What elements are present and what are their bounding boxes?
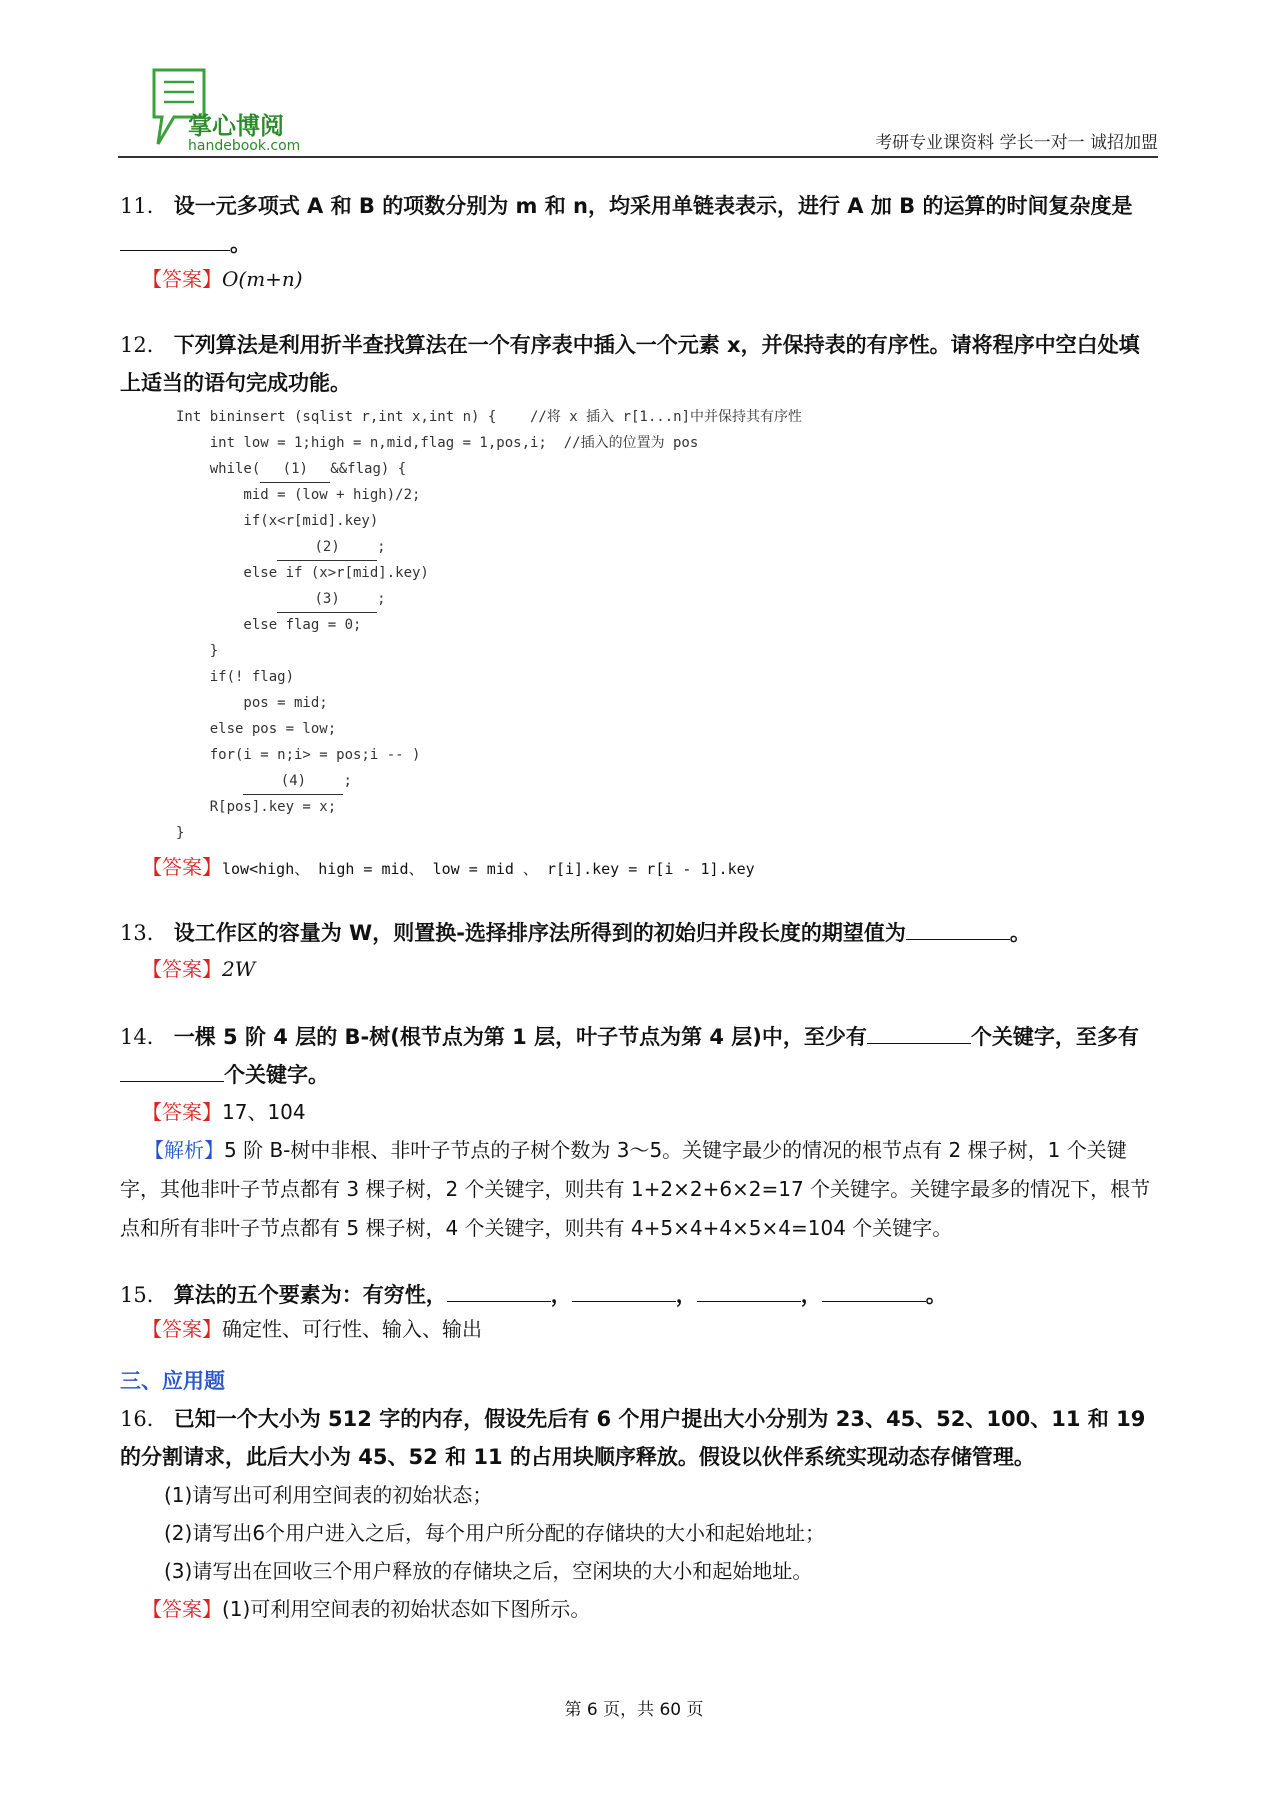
- section-heading: 三、应用题: [120, 1369, 225, 1393]
- question-text: 个关键字。: [224, 1063, 329, 1087]
- question-text: 算法的五个要素为：有穷性，: [173, 1283, 447, 1307]
- page-footer: 第 6 页，共 60 页: [564, 1700, 704, 1720]
- question-number: 14．: [120, 1025, 168, 1049]
- answer-11: [142, 264, 303, 294]
- code-blank-3: (3): [277, 586, 377, 613]
- logo: [136, 62, 386, 152]
- question-text: 设一元多项式 A 和 B 的项数分别为 m 和 n，均采用单链表表示，进行 A 加 B 的运算的时间复杂度是: [173, 194, 1133, 218]
- answer-value: 2W: [222, 957, 256, 981]
- answer-tag: 【答案】: [142, 1597, 222, 1621]
- logo-domain: handebook.com: [188, 138, 301, 154]
- answer-value: (1)可利用空间表的初始状态如下图所示。: [222, 1597, 591, 1621]
- code-line: if(! flag): [176, 669, 295, 685]
- answer-value: 17、104: [222, 1100, 306, 1124]
- code-line: else pos = low;: [176, 721, 337, 737]
- answer-blank: [120, 1061, 224, 1082]
- question-number: 13．: [120, 921, 168, 945]
- question-14: [120, 1018, 1160, 1094]
- question-text: 已知一个大小为 512 字的内存，假设先后有 6 个用户提出大小分别为 23、45、52、100、11 和 19 的分割请求，此后大小为 45、52 和 11 的占用块顺序释放。假设以伙伴系统实现动态存储管理。: [120, 1407, 1146, 1469]
- answer-tag: 【答案】: [142, 957, 222, 981]
- code-blank-1: (1): [260, 456, 330, 483]
- code-text: &&flag) {: [330, 461, 407, 477]
- code-line: (3) ;: [176, 586, 802, 612]
- question-number: 11．: [120, 194, 168, 218]
- answer-tag: 【答案】: [142, 1317, 222, 1341]
- question-tail: 。: [230, 232, 251, 256]
- answer-14: [142, 1097, 306, 1127]
- code-line: R[pos].key = x;: [176, 799, 337, 815]
- question-number: 16．: [120, 1407, 168, 1431]
- answer-blank: [906, 919, 1010, 940]
- question-tail: 。: [1009, 921, 1031, 945]
- answer-value: low<high、 high = mid、 low = mid 、 r[i].key = r[i - 1].key: [222, 860, 755, 878]
- answer-16: [142, 1594, 590, 1624]
- page-header: [118, 40, 1158, 158]
- question-text: 下列算法是利用折半查找算法在一个有序表中插入一个元素 x，并保持表的有序性。请将程序中空白处填上适当的语句完成功能。: [120, 333, 1140, 395]
- header-divider: [118, 156, 1158, 158]
- answer-tag: 【答案】: [142, 267, 222, 291]
- question-11: [120, 187, 1160, 263]
- code-line: int low = 1;high = n,mid,flag = 1,pos,i; //插入的位置为 pos: [176, 435, 699, 451]
- analysis-text: 5 阶 B-树中非根、非叶子节点的子树个数为 3～5。关键字最少的情况的根节点有 2 棵子树，1 个关键字，其他非叶子节点都有 3 棵子树，2 个关键字，则共有 1+2×2+6×2=17 个关键字。关键字最多的情况下，根节点和所有非叶子节点都有 5 棵子树，4 个关键字，则共有 4+5×4+4×5×4=104 个关键字。: [120, 1138, 1151, 1240]
- answer-blank: [867, 1023, 971, 1044]
- question-number: 15．: [120, 1283, 168, 1307]
- answer-blank: [822, 1281, 926, 1302]
- question-13: [120, 914, 1160, 952]
- code-line: }: [176, 643, 219, 659]
- code-line: }: [176, 825, 185, 841]
- answer-blank: [697, 1281, 801, 1302]
- answer-15: [142, 1314, 482, 1344]
- question-text: 一棵 5 阶 4 层的 B-树(根节点为第 1 层，叶子节点为第 4 层)中，至少有: [173, 1025, 867, 1049]
- code-line: (4) ;: [176, 768, 802, 794]
- separator: ，: [800, 1283, 822, 1307]
- code-line: pos = mid;: [176, 695, 328, 711]
- answer-blank: [447, 1281, 551, 1302]
- answer-12: [142, 852, 755, 884]
- analysis-tag: 【解析】: [144, 1138, 224, 1162]
- code-block: [176, 404, 802, 846]
- code-line: else flag = 0;: [176, 617, 362, 633]
- code-line: (2) ;: [176, 534, 802, 560]
- answer-blank: [120, 230, 230, 251]
- code-line: else if (x>r[mid].key): [176, 565, 429, 581]
- logo-text: 掌心博阅: [188, 112, 284, 140]
- subquestion-1: (1)请写出可利用空间表的初始状态；: [164, 1483, 493, 1507]
- question-tail: 。: [925, 1283, 947, 1307]
- answer-value: O(m+n): [222, 267, 303, 291]
- question-text: 设工作区的容量为 W，则置换-选择排序法所得到的初始归并段长度的期望值为: [173, 921, 906, 945]
- analysis-14: [120, 1131, 1160, 1248]
- code-line: for(i = n;i> = pos;i -- ): [176, 747, 421, 763]
- subquestion-2: (2)请写出6个用户进入之后，每个用户所分配的存储块的大小和起始地址；: [164, 1521, 826, 1545]
- answer-value: 确定性、可行性、输入、输出: [222, 1317, 482, 1341]
- question-15: [120, 1276, 1160, 1314]
- separator: ，: [550, 1283, 572, 1307]
- answer-13: [142, 954, 255, 984]
- question-text: 个关键字，至多有: [970, 1025, 1139, 1049]
- answer-tag: 【答案】: [142, 855, 222, 879]
- code-line: [176, 456, 802, 482]
- answer-blank: [572, 1281, 676, 1302]
- header-slogan: 考研专业课资料 学长一对一 诚招加盟: [875, 133, 1158, 153]
- separator: ，: [675, 1283, 697, 1307]
- question-number: 12．: [120, 333, 168, 357]
- question-16: [120, 1400, 1160, 1476]
- question-12: [120, 326, 1160, 402]
- code-line: if(x<r[mid].key): [176, 513, 379, 529]
- code-line: Int bininsert (sqlist r,int x,int n) { //将 x 插入 r[1...n]中并保持其有序性: [176, 409, 803, 425]
- code-blank-4: (4): [243, 768, 343, 795]
- code-blank-2: (2): [277, 534, 377, 561]
- code-line: mid = (low + high)/2;: [176, 487, 421, 503]
- code-text: while(: [176, 461, 261, 477]
- answer-tag: 【答案】: [142, 1100, 222, 1124]
- subquestion-3: (3)请写出在回收三个用户释放的存储块之后，空闲块的大小和起始地址。: [164, 1559, 813, 1583]
